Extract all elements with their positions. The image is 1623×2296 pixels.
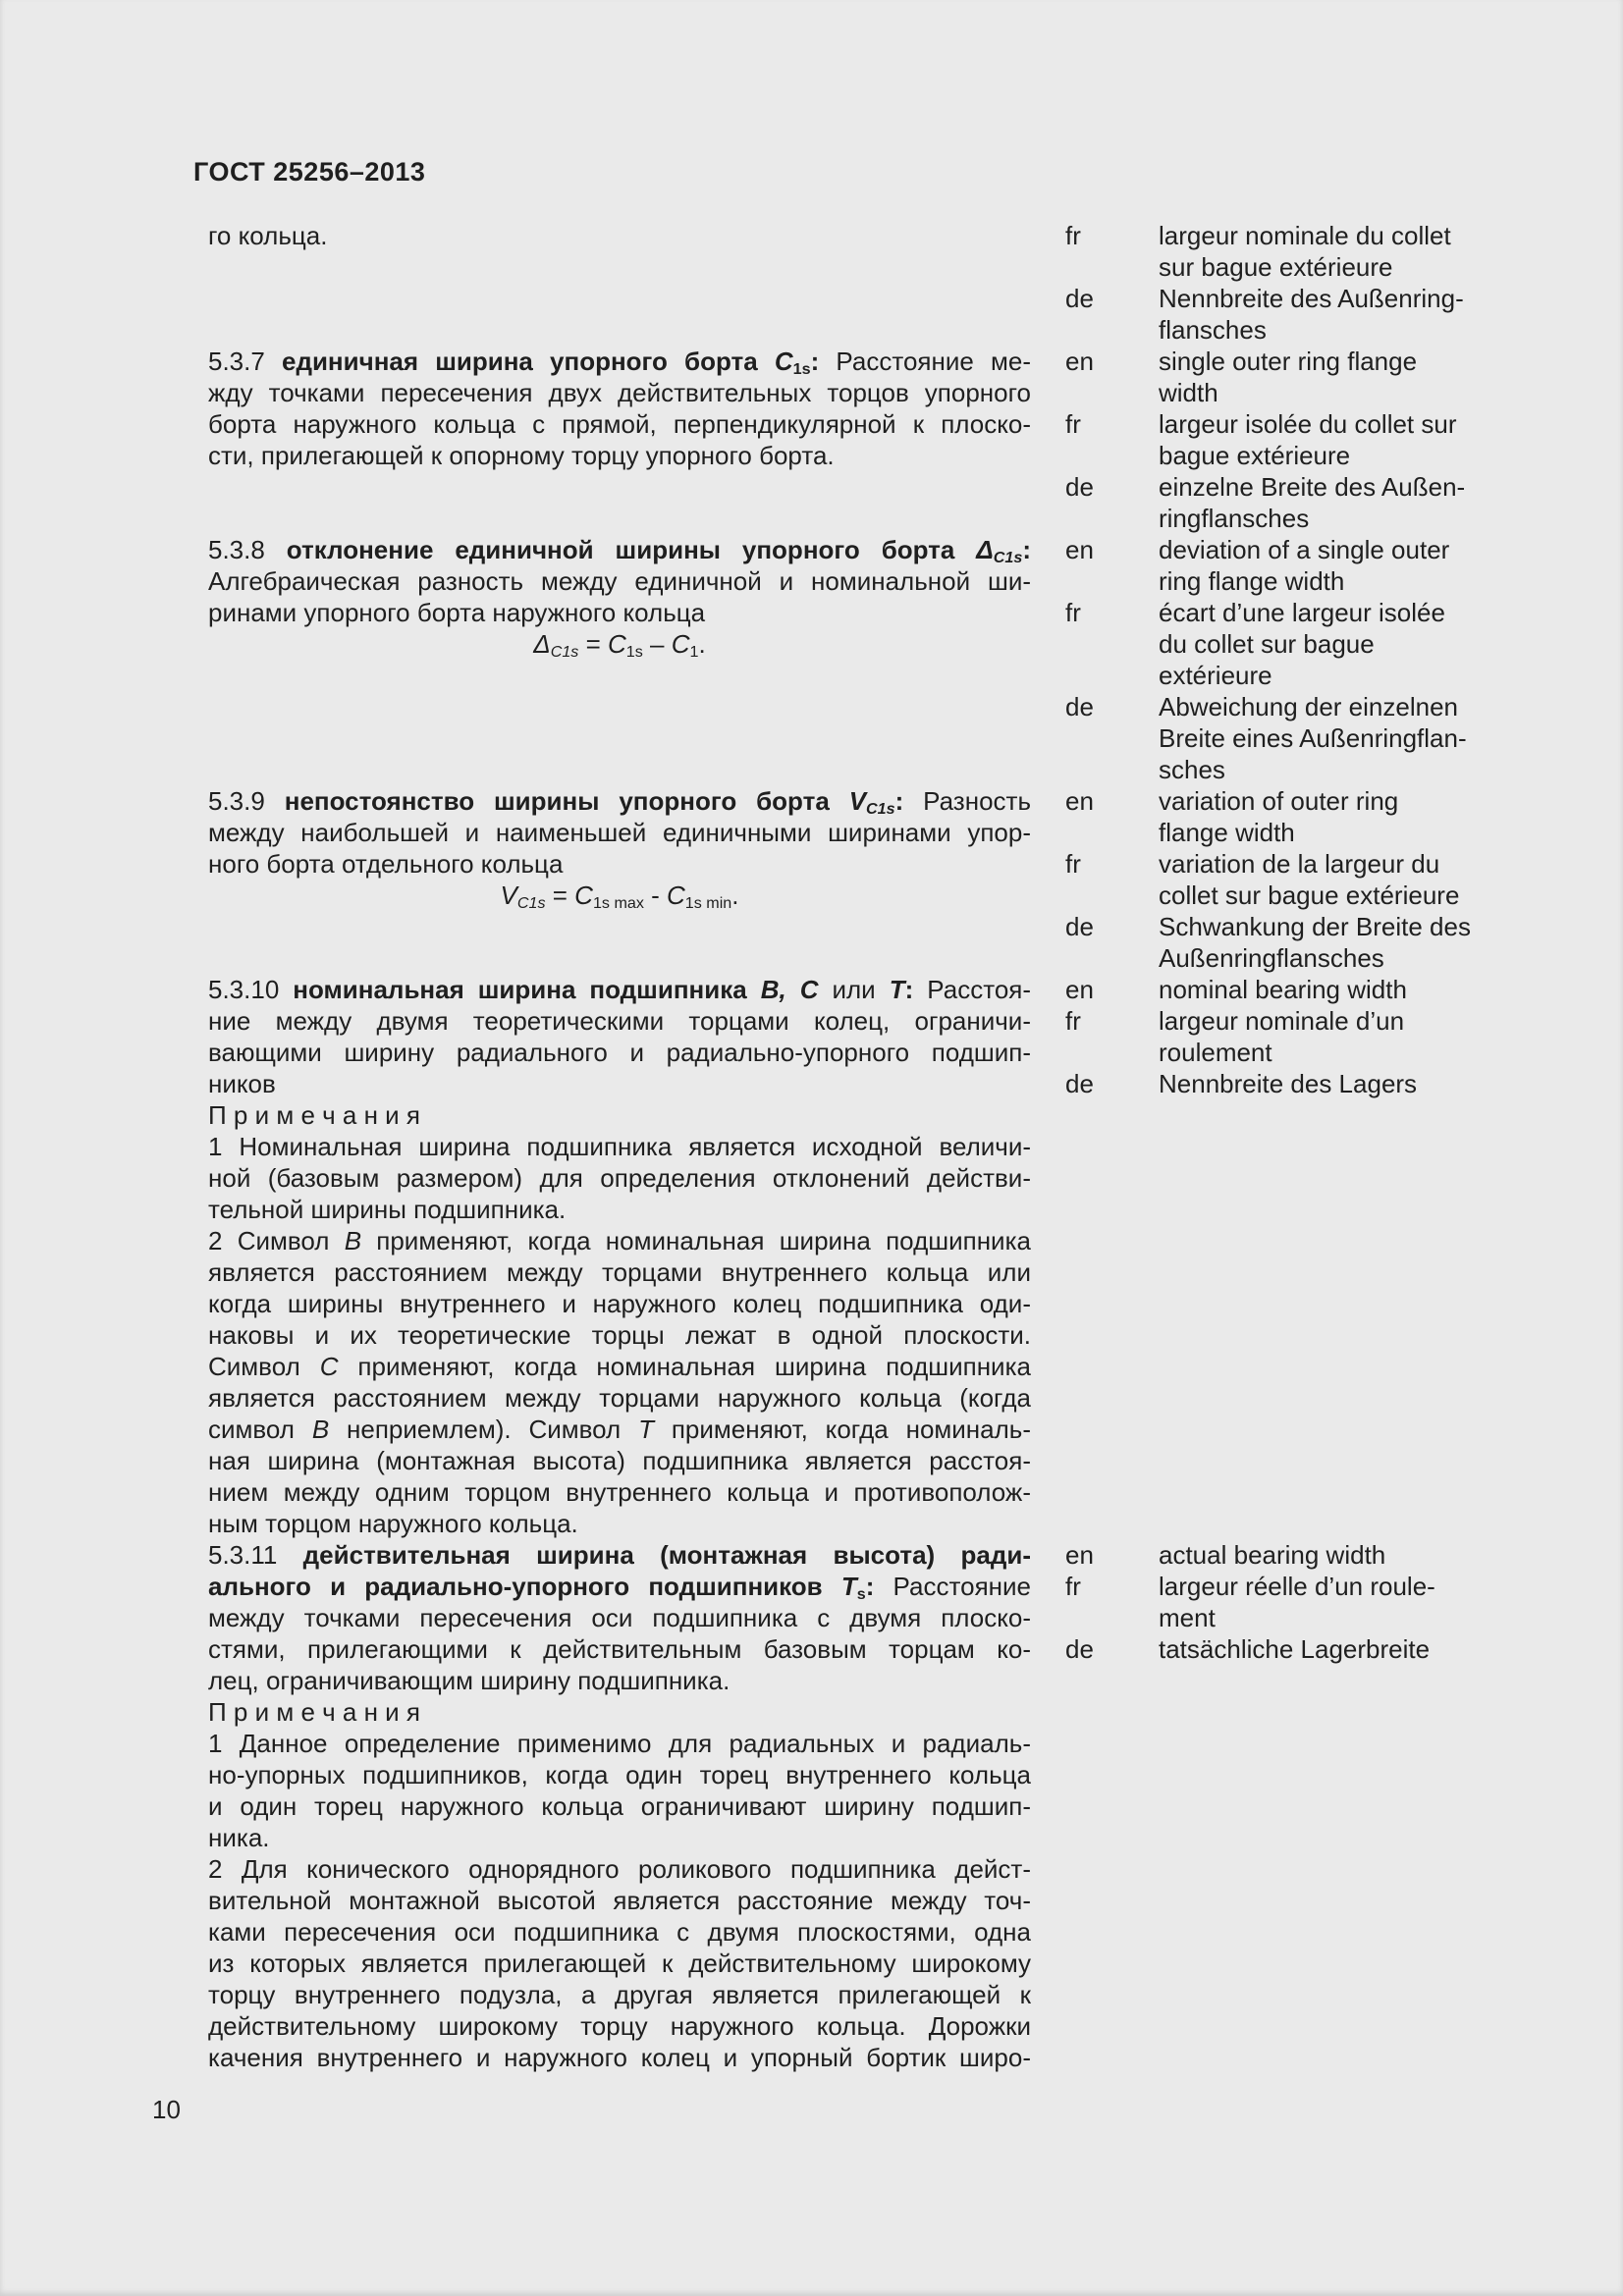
text-segment: V bbox=[848, 786, 867, 816]
translation-line: variation of outer ring bbox=[1159, 786, 1399, 816]
translation-line: Nennbreite des Außenring- bbox=[1159, 284, 1464, 313]
text-row bbox=[208, 1225, 1563, 1256]
translation-line: variation de la largeur du bbox=[1159, 849, 1440, 879]
body-text-line bbox=[208, 848, 1031, 880]
text-segment: применяют, когда номинальная ширина подшипника bbox=[361, 1226, 1031, 1255]
text-row bbox=[208, 1948, 1563, 1979]
text-row bbox=[208, 1790, 1563, 1822]
body-text-line bbox=[208, 1790, 1031, 1822]
text-segment: символ bbox=[208, 1415, 312, 1444]
term-heading-line bbox=[208, 785, 1031, 817]
translation-line: collet sur bague extérieure bbox=[1159, 881, 1460, 910]
translation-line: single outer ring flange bbox=[1159, 347, 1418, 376]
body-text-line bbox=[208, 1602, 1031, 1633]
translation-line: deviation of a single outer bbox=[1159, 535, 1450, 564]
text-row bbox=[208, 1194, 1563, 1225]
text-segment: Символ bbox=[208, 1352, 320, 1381]
text-segment: 1 Номинальная ширина подшипника является исходной величи- bbox=[208, 1132, 1031, 1161]
body-text-line bbox=[208, 440, 1031, 471]
body-text-line bbox=[208, 1633, 1031, 1665]
translation-line: Abweichung der einzelnen bbox=[1159, 692, 1458, 721]
language-code: de bbox=[1065, 1634, 1094, 1664]
text-row bbox=[208, 1162, 1563, 1194]
text-row bbox=[208, 314, 1563, 346]
language-code: fr bbox=[1065, 598, 1081, 627]
subscript-symbol: C1s bbox=[866, 799, 895, 817]
body-text-line bbox=[208, 1194, 1031, 1225]
body-text-line bbox=[208, 1068, 1031, 1099]
text-segment: C bbox=[319, 1352, 339, 1381]
text-row bbox=[208, 283, 1563, 314]
text-segment: ная ширина (монтажная высота) подшипника является расстоя- bbox=[208, 1446, 1031, 1475]
body-text-line bbox=[208, 377, 1031, 408]
body-text-line bbox=[208, 1131, 1031, 1162]
language-code: fr bbox=[1065, 409, 1081, 439]
translation-line: Außenringflansches bbox=[1159, 943, 1384, 973]
translation-line: sur bague extérieure bbox=[1159, 252, 1393, 282]
language-code: de bbox=[1065, 472, 1094, 502]
translation-line: largeur nominale d’un bbox=[1159, 1006, 1405, 1036]
text-row bbox=[208, 1885, 1563, 1916]
text-row bbox=[208, 1476, 1563, 1508]
text-row bbox=[208, 1351, 1563, 1382]
subscript-symbol: 1s bbox=[792, 359, 811, 377]
text-row bbox=[208, 911, 1563, 942]
text-segment: 5.3.8 bbox=[208, 535, 287, 564]
language-code: en bbox=[1065, 975, 1094, 1004]
language-code: fr bbox=[1065, 1006, 1081, 1036]
text-segment: = bbox=[545, 881, 575, 910]
translation-line: largeur réelle d’un roule- bbox=[1159, 1572, 1435, 1601]
text-segment: вительной монтажной высотой является расстояние между точ- bbox=[208, 1886, 1031, 1915]
text-row bbox=[208, 1633, 1563, 1665]
text-segment: ние между двумя теоретическими торцами колец, ограничи- bbox=[208, 1006, 1031, 1036]
translation-line: Nennbreite des Lagers bbox=[1159, 1069, 1418, 1098]
translation-line: einzelne Breite des Außen- bbox=[1159, 472, 1466, 502]
text-row bbox=[208, 1099, 1563, 1131]
text-segment: действительному широкому торцу наружного кольца. Дорожки bbox=[208, 2011, 1031, 2041]
language-code: de bbox=[1065, 284, 1094, 313]
text-segment: C bbox=[774, 347, 793, 376]
text-segment: . bbox=[698, 629, 706, 659]
body-text-line bbox=[208, 817, 1031, 848]
text-segment: C bbox=[671, 629, 690, 659]
text-row bbox=[208, 1571, 1563, 1602]
text-segment: из которых является прилегающей к действительному широкому bbox=[208, 1949, 1031, 1978]
text-row bbox=[208, 503, 1563, 534]
subscript-symbol: 1s bbox=[625, 642, 643, 660]
subscript-symbol: s bbox=[856, 1584, 866, 1602]
translation-line: actual bearing width bbox=[1159, 1540, 1386, 1570]
standard-designation: ГОСТ 25256–2013 bbox=[193, 157, 426, 187]
text-segment: между наибольшей и наименьшей единичными ширинами упор- bbox=[208, 818, 1031, 847]
text-row bbox=[208, 1602, 1563, 1633]
language-code: fr bbox=[1065, 849, 1081, 879]
body-text-line bbox=[208, 1696, 1031, 1728]
text-row bbox=[208, 1414, 1563, 1445]
text-segment: ального и радиально-упорного подшипников bbox=[208, 1572, 841, 1601]
text-segment: : bbox=[1022, 535, 1031, 564]
text-segment: 5.3.7 bbox=[208, 347, 282, 376]
text-segment: жду точками пересечения двух действительных торцов упорного bbox=[208, 378, 1031, 407]
text-segment: и один торец наружного кольца ограничивают ширину подшип- bbox=[208, 1791, 1031, 1821]
translation-line: largeur nominale du collet bbox=[1159, 221, 1451, 250]
translation-line: ring flange width bbox=[1159, 566, 1345, 596]
text-segment: номинальная ширина подшипника bbox=[293, 975, 761, 1004]
text-segment: стями, прилегающими к действительным базовым торцам ко- bbox=[208, 1634, 1031, 1664]
text-segment: 1 Данное определение применимо для радиальных и радиаль- bbox=[208, 1729, 1031, 1758]
text-segment: C bbox=[608, 629, 626, 659]
text-segment: является расстоянием между торцами внутреннего кольца или bbox=[208, 1257, 1031, 1287]
text-row bbox=[208, 785, 1563, 817]
language-code: en bbox=[1065, 786, 1094, 816]
text-segment: : bbox=[810, 347, 820, 376]
text-segment: борта наружного кольца с прямой, перпендикулярной к плоско- bbox=[208, 409, 1031, 439]
translation-line: nominal bearing width bbox=[1159, 975, 1407, 1004]
text-segment: Δ bbox=[976, 535, 994, 564]
text-row bbox=[208, 1916, 1563, 1948]
language-code: en bbox=[1065, 347, 1094, 376]
translation-line: roulement bbox=[1159, 1038, 1272, 1067]
text-row bbox=[208, 1508, 1563, 1539]
text-segment: 5.3.9 bbox=[208, 786, 285, 816]
translation-line: Schwankung der Breite des bbox=[1159, 912, 1471, 941]
text-row bbox=[208, 1696, 1563, 1728]
text-row bbox=[208, 346, 1563, 377]
text-row bbox=[208, 1759, 1563, 1790]
formula-line bbox=[208, 880, 1031, 911]
body-text-line bbox=[208, 1288, 1031, 1319]
language-code: en bbox=[1065, 1540, 1094, 1570]
text-segment: : bbox=[865, 1572, 875, 1601]
translation-line: bague extérieure bbox=[1159, 441, 1351, 470]
text-row bbox=[208, 754, 1563, 785]
text-segment: является расстоянием между торцами наружного кольца (когда bbox=[208, 1383, 1031, 1413]
translation-line: largeur isolée du collet sur bbox=[1159, 409, 1457, 439]
text-segment: : bbox=[894, 786, 904, 816]
body-text-line bbox=[208, 1256, 1031, 1288]
text-row bbox=[208, 660, 1563, 691]
text-row bbox=[208, 628, 1563, 660]
translation-line: sches bbox=[1159, 755, 1225, 784]
text-segment: когда ширины внутреннего и наружного колец подшипника оди- bbox=[208, 1289, 1031, 1318]
text-row bbox=[208, 471, 1563, 503]
text-segment: ной (базовым размером) для определения отклонений действи- bbox=[208, 1163, 1031, 1193]
text-row bbox=[208, 1822, 1563, 1853]
page-number: 10 bbox=[152, 2095, 181, 2124]
subscript-symbol: C1s bbox=[993, 548, 1023, 565]
text-segment: Расстояние ме- bbox=[819, 347, 1031, 376]
text-segment: C bbox=[574, 881, 593, 910]
body-text-line bbox=[208, 1979, 1031, 2010]
body-text-line bbox=[208, 1005, 1031, 1037]
text-row bbox=[208, 722, 1563, 754]
text-segment: : bbox=[904, 975, 914, 1004]
text-segment: Расстояние bbox=[874, 1572, 1031, 1601]
body-text-line bbox=[208, 565, 1031, 597]
body-text-line bbox=[208, 1319, 1031, 1351]
text-segment: B bbox=[311, 1415, 330, 1444]
text-segment: неприемлем). Символ bbox=[329, 1415, 639, 1444]
text-segment: применяют, когда номиналь- bbox=[653, 1415, 1031, 1444]
text-segment: или bbox=[818, 975, 890, 1004]
text-segment: единичная ширина упорного борта bbox=[281, 347, 775, 376]
body-text-line bbox=[208, 1351, 1031, 1382]
text-row bbox=[208, 1979, 1563, 2010]
translation-line: Breite eines Außenringflan- bbox=[1159, 723, 1467, 753]
text-row bbox=[208, 1005, 1563, 1037]
body-text-line bbox=[208, 220, 1031, 251]
text-segment: лец, ограничивающим ширину подшипника. bbox=[208, 1666, 730, 1695]
body-text-line bbox=[208, 1916, 1031, 1948]
text-segment: П р и м е ч а н и я bbox=[208, 1697, 420, 1727]
subscript-symbol: C1s bbox=[516, 893, 546, 911]
language-code: fr bbox=[1065, 221, 1081, 250]
body-text-line bbox=[208, 1885, 1031, 1916]
text-segment: торцу внутреннего подузла, а другая является прилегающей к bbox=[208, 1980, 1031, 2009]
body-text-line bbox=[208, 1476, 1031, 1508]
text-segment: тельной ширины подшипника. bbox=[208, 1195, 567, 1224]
translation-line: flange width bbox=[1159, 818, 1295, 847]
text-segment: Δ bbox=[533, 629, 551, 659]
term-heading-line bbox=[208, 974, 1031, 1005]
body-text-line bbox=[208, 1445, 1031, 1476]
text-segment: применяют, когда номинальная ширина подшипника bbox=[338, 1352, 1031, 1381]
text-segment: ками пересечения оси подшипника с двумя плоскостями, одна bbox=[208, 1917, 1031, 1947]
text-segment: ника. bbox=[208, 1823, 270, 1852]
text-segment: 2 Для конического однорядного роликового подшипника дейст- bbox=[208, 1854, 1031, 1884]
text-segment: Алгебраическая разность между единичной и номинальной ши- bbox=[208, 566, 1031, 596]
body-text-line bbox=[208, 1162, 1031, 1194]
body-text-line bbox=[208, 1948, 1031, 1979]
text-segment: вающими ширину радиального и радиально-упорного подшип- bbox=[208, 1038, 1031, 1067]
translation-line: ringflansches bbox=[1159, 504, 1310, 533]
body-text-line bbox=[208, 1508, 1031, 1539]
text-segment: но-упорных подшипников, когда один торец внутреннего кольца bbox=[208, 1760, 1031, 1789]
text-segment: отклонение единичной ширины упорного борта bbox=[286, 535, 977, 564]
text-row bbox=[208, 880, 1563, 911]
text-segment: Расстоя- bbox=[913, 975, 1031, 1004]
text-segment: C bbox=[667, 881, 685, 910]
text-segment: ного борта отдельного кольца bbox=[208, 849, 564, 879]
translation-line: flansches bbox=[1159, 315, 1267, 345]
body-text-line bbox=[208, 1225, 1031, 1256]
body-text-line bbox=[208, 408, 1031, 440]
text-row bbox=[208, 2010, 1563, 2042]
text-row bbox=[208, 565, 1563, 597]
body-text-line bbox=[208, 1759, 1031, 1790]
language-code: de bbox=[1065, 1069, 1094, 1098]
text-segment: = bbox=[578, 629, 609, 659]
term-heading-line bbox=[208, 534, 1031, 565]
translation-line: width bbox=[1159, 378, 1218, 407]
body-text-line bbox=[208, 1037, 1031, 1068]
body-text-line bbox=[208, 2042, 1031, 2073]
body-text-line bbox=[208, 1728, 1031, 1759]
text-segment: качения внутреннего и наружного колец и упорный бортик широ- bbox=[208, 2043, 1031, 2072]
text-row bbox=[208, 1445, 1563, 1476]
body-text-line bbox=[208, 1414, 1031, 1445]
subscript-symbol: 1s min bbox=[684, 893, 732, 911]
text-row bbox=[208, 220, 1563, 251]
text-row bbox=[208, 848, 1563, 880]
text-row bbox=[208, 1319, 1563, 1351]
text-row bbox=[208, 1728, 1563, 1759]
body-text-line bbox=[208, 2010, 1031, 2042]
text-segment: B bbox=[344, 1226, 362, 1255]
text-row bbox=[208, 1131, 1563, 1162]
term-heading-line bbox=[208, 346, 1031, 377]
body-text-line bbox=[208, 597, 1031, 628]
text-row bbox=[208, 942, 1563, 974]
text-row bbox=[208, 1853, 1563, 1885]
language-code: de bbox=[1065, 912, 1094, 941]
content bbox=[208, 220, 1563, 2073]
subscript-symbol: 1s max bbox=[592, 893, 644, 911]
language-code: en bbox=[1065, 535, 1094, 564]
text-row bbox=[208, 597, 1563, 628]
subscript-symbol: 1 bbox=[689, 642, 699, 660]
language-code: fr bbox=[1065, 1572, 1081, 1601]
text-segment: T bbox=[638, 1415, 654, 1444]
text-segment: – bbox=[642, 629, 672, 659]
text-row bbox=[208, 1382, 1563, 1414]
formula-line bbox=[208, 628, 1031, 660]
text-segment: . bbox=[731, 881, 739, 910]
translation-line: extérieure bbox=[1159, 661, 1272, 690]
text-segment: T bbox=[889, 975, 905, 1004]
text-row bbox=[208, 1068, 1563, 1099]
text-segment: сти, прилегающей к опорному торцу упорного борта. bbox=[208, 441, 835, 470]
term-heading-line bbox=[208, 1539, 1031, 1571]
text-row bbox=[208, 408, 1563, 440]
text-segment: - bbox=[643, 881, 667, 910]
text-segment: между точками пересечения оси подшипника с двумя плоско- bbox=[208, 1603, 1031, 1632]
translation-line: écart d’une largeur isolée bbox=[1159, 598, 1445, 627]
text-row bbox=[208, 1288, 1563, 1319]
body-text-line bbox=[208, 1382, 1031, 1414]
text-segment: нием между одним торцом внутреннего кольца и противополож- bbox=[208, 1477, 1031, 1507]
text-segment: ным торцом наружного кольца. bbox=[208, 1509, 578, 1538]
text-segment: 5.3.11 bbox=[208, 1540, 303, 1570]
text-segment: П р и м е ч а н и я bbox=[208, 1100, 420, 1130]
text-row bbox=[208, 534, 1563, 565]
body-text-line bbox=[208, 1853, 1031, 1885]
text-segment: T bbox=[840, 1572, 857, 1601]
body-text-line bbox=[208, 1822, 1031, 1853]
text-segment: V bbox=[500, 881, 517, 910]
text-row bbox=[208, 377, 1563, 408]
text-row bbox=[208, 1665, 1563, 1696]
translation-line: du collet sur bague bbox=[1159, 629, 1375, 659]
text-row bbox=[208, 440, 1563, 471]
text-segment: ников bbox=[208, 1069, 276, 1098]
text-segment: непостоянство ширины упорного борта bbox=[284, 786, 849, 816]
term-heading-line bbox=[208, 1571, 1031, 1602]
text-segment: ринами упорного борта наружного кольца bbox=[208, 598, 706, 627]
text-row bbox=[208, 251, 1563, 283]
subscript-symbol: C1s bbox=[550, 642, 579, 660]
text-row bbox=[208, 691, 1563, 722]
text-segment: 5.3.10 bbox=[208, 975, 294, 1004]
text-row bbox=[208, 1256, 1563, 1288]
text-segment: 2 Символ bbox=[208, 1226, 345, 1255]
text-row bbox=[208, 817, 1563, 848]
text-segment: Разность bbox=[903, 786, 1031, 816]
text-segment: B, C bbox=[760, 975, 819, 1004]
body-text-line bbox=[208, 1099, 1031, 1131]
text-row bbox=[208, 974, 1563, 1005]
text-row bbox=[208, 1539, 1563, 1571]
text-row bbox=[208, 2042, 1563, 2073]
text-segment: наковы и их теоретические торцы лежат в одной плоскости. bbox=[208, 1320, 1031, 1350]
language-code: de bbox=[1065, 692, 1094, 721]
translation-line: ment bbox=[1159, 1603, 1216, 1632]
body-text-line bbox=[208, 1665, 1031, 1696]
translation-line: tatsächliche Lagerbreite bbox=[1159, 1634, 1431, 1664]
text-segment: го кольца. bbox=[208, 221, 328, 250]
text-row bbox=[208, 1037, 1563, 1068]
text-segment: действительная ширина (монтажная высота) ради- bbox=[302, 1540, 1031, 1570]
